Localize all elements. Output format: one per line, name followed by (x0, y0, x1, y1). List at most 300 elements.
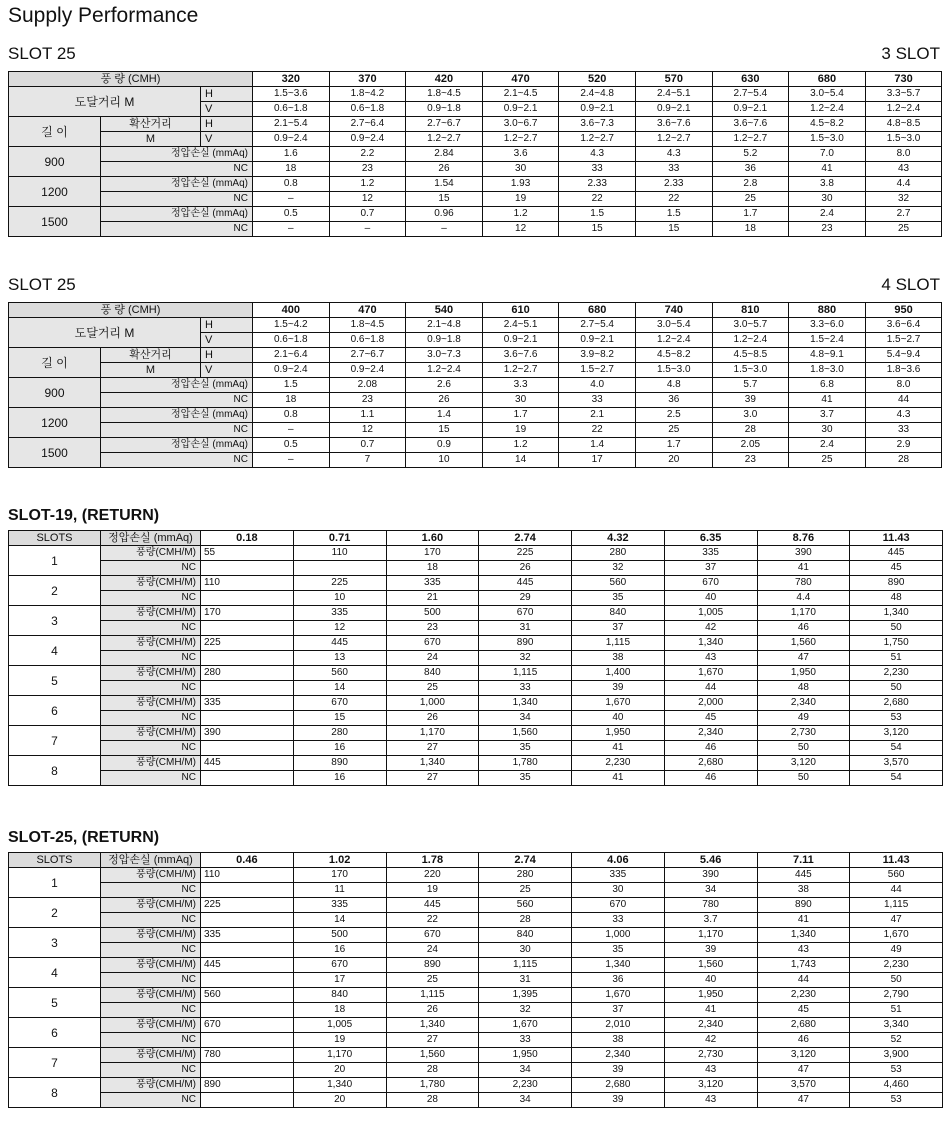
nc-label: NC (101, 621, 201, 636)
nc-cell: 12 (293, 621, 386, 636)
static-pressure-cell: 1.2 (482, 207, 559, 222)
length-value: 900 (9, 378, 101, 408)
airflow-col-header: 470 (329, 303, 406, 318)
nc-cell: 32 (865, 192, 942, 207)
flow-cell: 390 (757, 546, 850, 561)
reach-h-cell: 1.8~4.2 (329, 87, 406, 102)
nc-row (9, 621, 943, 636)
spread-v-cell: 1.5~3.0 (635, 363, 712, 378)
flow-cell: 335 (293, 898, 386, 913)
nc-label: NC (101, 192, 253, 207)
flow-cell: 170 (201, 606, 294, 621)
static-pressure-col-header: 5.46 (664, 853, 757, 868)
reach-h-cell: 1.8~4.5 (406, 87, 483, 102)
airflow-col-header: 740 (635, 303, 712, 318)
nc-cell: 30 (572, 883, 665, 898)
static-pressure-cell: 2.9 (865, 438, 942, 453)
nc-row (9, 1093, 943, 1108)
header-row (9, 72, 942, 87)
nc-cell: 48 (757, 681, 850, 696)
reach-h-cell: 1.5~3.6 (253, 87, 330, 102)
static-pressure-cell: 2.1 (559, 408, 636, 423)
slot-count: 3 (9, 606, 101, 636)
nc-cell: 40 (572, 711, 665, 726)
length-label: 길 이 (9, 117, 101, 147)
h-label: H (201, 87, 253, 102)
slot-count: 3 (9, 928, 101, 958)
nc-cell: 15 (559, 222, 636, 237)
flow-cell: 1,115 (850, 898, 943, 913)
nc-cell: 34 (479, 711, 572, 726)
flow-cell: 1,743 (757, 958, 850, 973)
nc-cell: 18 (293, 1003, 386, 1018)
static-pressure-row (9, 438, 942, 453)
nc-cell: 26 (406, 162, 483, 177)
nc-label: NC (101, 1003, 201, 1018)
nc-cell: 41 (757, 913, 850, 928)
static-pressure-cell: 1.93 (482, 177, 559, 192)
nc-cell: 7 (329, 453, 406, 468)
reach-h-cell: 1.8~4.5 (329, 318, 406, 333)
static-pressure-cell: 1.4 (406, 408, 483, 423)
nc-cell: 16 (293, 943, 386, 958)
nc-cell (201, 621, 294, 636)
nc-cell: 33 (559, 393, 636, 408)
nc-cell: 28 (386, 1063, 479, 1078)
reach-v-cell: 0.9~2.1 (559, 333, 636, 348)
nc-cell: 50 (850, 681, 943, 696)
h-label: H (201, 117, 253, 132)
reach-v-cell: 0.6~1.8 (253, 333, 330, 348)
nc-cell: 46 (757, 1033, 850, 1048)
slot-count: 8 (9, 1078, 101, 1108)
nc-label: NC (101, 591, 201, 606)
nc-label: NC (101, 913, 201, 928)
nc-cell: 53 (850, 711, 943, 726)
nc-cell: 40 (664, 591, 757, 606)
nc-cell: 22 (559, 192, 636, 207)
flow-label: 풍량(CMH/M) (101, 898, 201, 913)
nc-label: NC (101, 453, 253, 468)
nc-cell: 26 (479, 561, 572, 576)
nc-cell: 12 (329, 423, 406, 438)
flow-cell: 670 (386, 636, 479, 651)
nc-cell: 32 (572, 561, 665, 576)
nc-cell: 14 (293, 913, 386, 928)
spread-v-cell: 1.2~2.7 (559, 132, 636, 147)
nc-cell (201, 741, 294, 756)
slot-count: 4 (9, 636, 101, 666)
supply-table-2-title: SLOT 25 (8, 275, 76, 294)
static-pressure-col-header: 2.74 (479, 853, 572, 868)
nc-cell: 43 (664, 1063, 757, 1078)
static-pressure-header: 정압손실 (mmAq) (101, 853, 201, 868)
static-pressure-label: 정압손실 (mmAq) (101, 378, 253, 393)
nc-cell: 30 (482, 393, 559, 408)
reach-h-cell: 2.1~4.8 (406, 318, 483, 333)
flow-cell: 445 (293, 636, 386, 651)
spread-v-cell: 1.2~2.7 (406, 132, 483, 147)
flow-cell: 670 (664, 576, 757, 591)
nc-cell: 23 (386, 621, 479, 636)
spread-v-cell: 1.2~2.7 (482, 363, 559, 378)
flow-label: 풍량(CMH/M) (101, 756, 201, 771)
flow-cell: 1,950 (664, 988, 757, 1003)
nc-cell: 47 (850, 913, 943, 928)
flow-cell: 1,670 (572, 696, 665, 711)
flow-row (9, 988, 943, 1003)
flow-cell: 890 (757, 898, 850, 913)
spread-h-cell: 3.0~6.7 (482, 117, 559, 132)
static-pressure-cell: 1.5 (559, 207, 636, 222)
flow-cell: 3,120 (757, 1048, 850, 1063)
nc-cell: 44 (865, 393, 942, 408)
flow-row (9, 1018, 943, 1033)
flow-cell: 890 (201, 1078, 294, 1093)
flow-cell: 1,170 (664, 928, 757, 943)
flow-cell: 280 (201, 666, 294, 681)
nc-cell: – (253, 423, 330, 438)
nc-cell (293, 561, 386, 576)
reach-v-cell: 0.9~2.1 (482, 333, 559, 348)
nc-cell: 50 (850, 621, 943, 636)
length-label: 길 이 (9, 348, 101, 378)
nc-row (9, 771, 943, 786)
static-pressure-cell: 1.7 (635, 438, 712, 453)
flow-cell: 560 (479, 898, 572, 913)
static-pressure-header: 정압손실 (mmAq) (101, 531, 201, 546)
flow-row (9, 1078, 943, 1093)
static-pressure-cell: 1.6 (253, 147, 330, 162)
static-pressure-row (9, 177, 942, 192)
flow-cell: 1,950 (757, 666, 850, 681)
nc-cell: 35 (479, 741, 572, 756)
spread-h-cell: 3.6~7.6 (712, 117, 789, 132)
static-pressure-col-header: 0.71 (293, 531, 386, 546)
spread-h-cell: 4.5~8.5 (712, 348, 789, 363)
nc-cell: 44 (850, 883, 943, 898)
reach-h-cell: 3.3~5.7 (865, 87, 942, 102)
nc-cell: 33 (865, 423, 942, 438)
flow-cell: 2,790 (850, 988, 943, 1003)
flow-cell: 670 (386, 928, 479, 943)
static-pressure-cell: 0.8 (253, 177, 330, 192)
nc-cell: 50 (757, 771, 850, 786)
airflow-col-header: 370 (329, 72, 406, 87)
nc-cell: 36 (572, 973, 665, 988)
nc-cell: 15 (635, 222, 712, 237)
static-pressure-label: 정압손실 (mmAq) (101, 207, 253, 222)
spread-label: 확산거리 (101, 117, 201, 132)
static-pressure-cell: 2.84 (406, 147, 483, 162)
nc-cell: 20 (293, 1093, 386, 1108)
static-pressure-cell: 1.7 (482, 408, 559, 423)
nc-cell: 23 (712, 453, 789, 468)
slot-count: 8 (9, 756, 101, 786)
slot-count: 1 (9, 546, 101, 576)
nc-cell: 18 (712, 222, 789, 237)
nc-cell: 47 (757, 651, 850, 666)
flow-row (9, 726, 943, 741)
static-pressure-cell: 0.9 (406, 438, 483, 453)
nc-label: NC (101, 681, 201, 696)
static-pressure-cell: 0.8 (253, 408, 330, 423)
flow-row (9, 546, 943, 561)
nc-label: NC (101, 771, 201, 786)
nc-cell: 51 (850, 651, 943, 666)
nc-label: NC (101, 943, 201, 958)
static-pressure-cell: 1.2 (329, 177, 406, 192)
length-value: 1200 (9, 177, 101, 207)
nc-row (9, 883, 943, 898)
nc-cell: 22 (635, 192, 712, 207)
flow-cell: 1,115 (386, 988, 479, 1003)
nc-cell: 25 (635, 423, 712, 438)
nc-cell: 41 (572, 741, 665, 756)
spread-v-cell: 1.2~2.7 (712, 132, 789, 147)
nc-cell: 43 (757, 943, 850, 958)
static-pressure-row (9, 147, 942, 162)
flow-label: 풍량(CMH/M) (101, 1018, 201, 1033)
spread-h-cell: 3.6~7.6 (635, 117, 712, 132)
static-pressure-cell: 2.4 (789, 207, 866, 222)
static-pressure-cell: 4.0 (559, 378, 636, 393)
flow-cell: 2,230 (850, 666, 943, 681)
flow-cell: 1,340 (850, 606, 943, 621)
h-label: H (201, 318, 253, 333)
static-pressure-col-header: 1.78 (386, 853, 479, 868)
spread-v-cell: 1.2~2.7 (635, 132, 712, 147)
nc-cell: 22 (559, 423, 636, 438)
nc-label: NC (101, 1093, 201, 1108)
nc-cell: 49 (757, 711, 850, 726)
nc-cell: 43 (664, 651, 757, 666)
static-pressure-cell: 2.2 (329, 147, 406, 162)
spread-v-cell: 1.8~3.6 (865, 363, 942, 378)
flow-cell: 840 (386, 666, 479, 681)
nc-cell: – (253, 192, 330, 207)
nc-cell: 20 (635, 453, 712, 468)
flow-cell: 1,780 (479, 756, 572, 771)
static-pressure-cell: 0.7 (329, 438, 406, 453)
flow-label: 풍량(CMH/M) (101, 1048, 201, 1063)
flow-cell: 1,005 (664, 606, 757, 621)
flow-cell: 1,560 (664, 958, 757, 973)
slot-count: 7 (9, 726, 101, 756)
flow-label: 풍량(CMH/M) (101, 636, 201, 651)
reach-v-cell: 0.6~1.8 (329, 333, 406, 348)
nc-cell: 18 (253, 162, 330, 177)
static-pressure-col-header: 11.43 (850, 531, 943, 546)
spread-v-cell: 1.5~2.7 (559, 363, 636, 378)
slots-header: SLOTS (9, 531, 101, 546)
spread-h-cell: 2.1~6.4 (253, 348, 330, 363)
nc-cell (201, 711, 294, 726)
header-row (9, 531, 943, 546)
nc-cell: 21 (386, 591, 479, 606)
airflow-col-header: 730 (865, 72, 942, 87)
spread-h-cell: 2.1~5.4 (253, 117, 330, 132)
static-pressure-row (9, 207, 942, 222)
flow-cell: 3,900 (850, 1048, 943, 1063)
nc-cell: 47 (757, 1063, 850, 1078)
nc-cell: 14 (482, 453, 559, 468)
nc-cell: 3.7 (664, 913, 757, 928)
nc-cell: 41 (572, 771, 665, 786)
flow-label: 풍량(CMH/M) (101, 868, 201, 883)
nc-cell: 28 (479, 913, 572, 928)
flow-cell: 1,340 (386, 1018, 479, 1033)
flow-row (9, 928, 943, 943)
nc-label: NC (101, 711, 201, 726)
slot-count: 2 (9, 576, 101, 606)
nc-cell: 22 (386, 913, 479, 928)
slot-count: 1 (9, 868, 101, 898)
nc-cell (201, 973, 294, 988)
nc-cell: 46 (664, 771, 757, 786)
flow-cell: 335 (201, 696, 294, 711)
nc-row (9, 162, 942, 177)
nc-cell: 36 (635, 393, 712, 408)
flow-cell: 1,340 (386, 756, 479, 771)
static-pressure-cell: 1.5 (635, 207, 712, 222)
static-pressure-cell: 6.8 (789, 378, 866, 393)
flow-cell: 2,340 (757, 696, 850, 711)
static-pressure-cell: 1.4 (559, 438, 636, 453)
flow-cell: 1,340 (572, 958, 665, 973)
flow-cell: 1,750 (850, 636, 943, 651)
nc-cell: 53 (850, 1063, 943, 1078)
nc-cell: 48 (850, 591, 943, 606)
supply-table-1 (8, 71, 942, 237)
static-pressure-col-header: 7.11 (757, 853, 850, 868)
flow-cell: 670 (479, 606, 572, 621)
airflow-col-header: 570 (635, 72, 712, 87)
static-pressure-cell: 0.96 (406, 207, 483, 222)
flow-cell: 335 (664, 546, 757, 561)
reach-h-cell: 1.5~4.2 (253, 318, 330, 333)
nc-cell: 38 (757, 883, 850, 898)
nc-label: NC (101, 393, 253, 408)
nc-cell: 30 (479, 943, 572, 958)
nc-cell: 19 (482, 192, 559, 207)
flow-row (9, 868, 943, 883)
flow-cell: 890 (293, 756, 386, 771)
nc-cell (201, 651, 294, 666)
spread-h-cell: 4.5~8.2 (789, 117, 866, 132)
nc-label: NC (101, 423, 253, 438)
flow-label: 풍량(CMH/M) (101, 726, 201, 741)
flow-cell: 840 (572, 606, 665, 621)
nc-row (9, 711, 943, 726)
static-pressure-cell: 2.8 (712, 177, 789, 192)
reach-h-row (9, 87, 942, 102)
flow-row (9, 696, 943, 711)
nc-cell: 52 (850, 1033, 943, 1048)
flow-label: 풍량(CMH/M) (101, 1078, 201, 1093)
spread-h-row (9, 117, 942, 132)
flow-cell: 1,400 (572, 666, 665, 681)
flow-label: 풍량(CMH/M) (101, 606, 201, 621)
supply-table-2-slot-count: 4 SLOT (881, 275, 940, 294)
length-value: 1500 (9, 438, 101, 468)
flow-row (9, 576, 943, 591)
reach-h-cell: 3.0~5.7 (712, 318, 789, 333)
nc-cell: 38 (572, 1033, 665, 1048)
static-pressure-col-header: 8.76 (757, 531, 850, 546)
reach-label: 도달거리 M (9, 87, 201, 117)
nc-cell (201, 1003, 294, 1018)
flow-cell: 1,670 (479, 1018, 572, 1033)
reach-v-cell: 0.9~2.1 (482, 102, 559, 117)
nc-cell: 30 (789, 192, 866, 207)
nc-label: NC (101, 162, 253, 177)
return-table-2 (8, 852, 943, 1108)
nc-cell: 19 (386, 883, 479, 898)
nc-row (9, 651, 943, 666)
nc-cell: 17 (559, 453, 636, 468)
nc-cell: 45 (757, 1003, 850, 1018)
static-pressure-cell: 2.4 (789, 438, 866, 453)
nc-cell: 28 (712, 423, 789, 438)
nc-row (9, 1063, 943, 1078)
flow-cell: 170 (293, 868, 386, 883)
flow-label: 풍량(CMH/M) (101, 546, 201, 561)
flow-cell: 1,560 (386, 1048, 479, 1063)
spread-h-row (9, 348, 942, 363)
flow-row (9, 606, 943, 621)
nc-row (9, 453, 942, 468)
reach-h-cell: 2.7~5.4 (559, 318, 636, 333)
flow-cell: 840 (479, 928, 572, 943)
nc-cell: 34 (664, 883, 757, 898)
flow-cell: 2,230 (757, 988, 850, 1003)
length-value: 1200 (9, 408, 101, 438)
nc-cell: 15 (406, 192, 483, 207)
flow-cell: 1,340 (664, 636, 757, 651)
static-pressure-col-header: 4.06 (572, 853, 665, 868)
nc-cell: 39 (572, 681, 665, 696)
static-pressure-cell: 3.8 (789, 177, 866, 192)
airflow-col-header: 540 (406, 303, 483, 318)
airflow-col-header: 810 (712, 303, 789, 318)
reach-v-cell: 1.2~2.4 (865, 102, 942, 117)
static-pressure-cell: 3.3 (482, 378, 559, 393)
nc-cell: 32 (479, 651, 572, 666)
static-pressure-cell: 2.33 (635, 177, 712, 192)
nc-cell: 27 (386, 1033, 479, 1048)
airflow-col-header: 520 (559, 72, 636, 87)
slots-header: SLOTS (9, 853, 101, 868)
flow-cell: 335 (201, 928, 294, 943)
flow-cell: 1,340 (293, 1078, 386, 1093)
flow-cell: 840 (293, 988, 386, 1003)
nc-cell: 25 (386, 973, 479, 988)
flow-cell: 670 (293, 696, 386, 711)
nc-cell: 38 (572, 651, 665, 666)
nc-cell: 34 (479, 1093, 572, 1108)
flow-cell: 2,230 (479, 1078, 572, 1093)
nc-cell: 35 (572, 943, 665, 958)
flow-cell: 445 (386, 898, 479, 913)
static-pressure-cell: 1.54 (406, 177, 483, 192)
flow-cell: 335 (572, 868, 665, 883)
reach-v-cell: 1.2~2.4 (789, 102, 866, 117)
nc-cell: 14 (293, 681, 386, 696)
flow-cell: 1,670 (664, 666, 757, 681)
flow-cell: 3,120 (757, 756, 850, 771)
nc-cell: 50 (757, 741, 850, 756)
